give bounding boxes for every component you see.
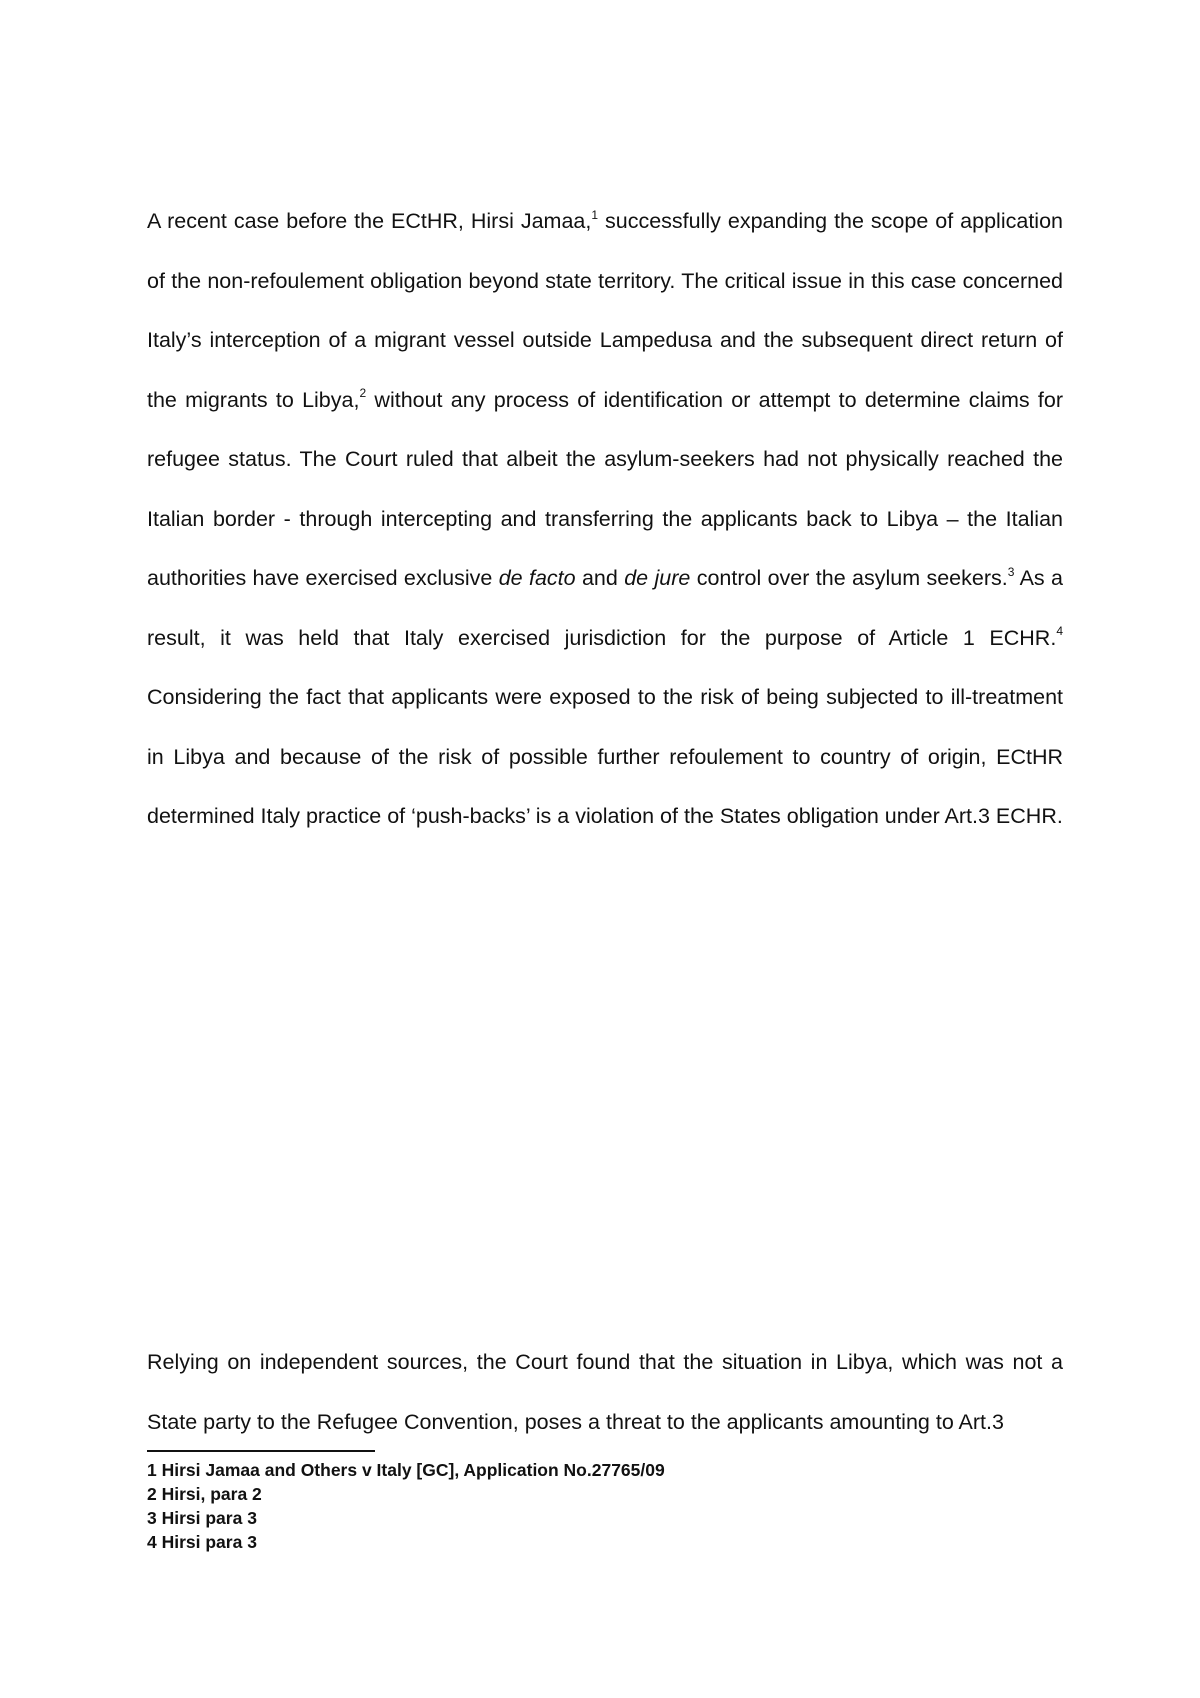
footnote-ref-4[interactable]: 4 <box>1056 624 1063 639</box>
footnote-ref-2[interactable]: 2 <box>359 386 367 401</box>
paragraph-text: Considering the fact that applicants were exposed to the risk of being subjected to ill-treatment in Libya and because of the risk of possible further refoulement to country of origin, ECtHR determined Italy practice of ‘push-backs’ is a violation of the States obligation under Art.3 ECHR. <box>147 685 1063 828</box>
italic-term-de-facto: de facto <box>498 566 576 590</box>
body-paragraph-1 <box>147 192 1063 847</box>
footnote-separator <box>147 1450 375 1452</box>
footnote-ref-3[interactable]: 3 <box>1007 564 1015 579</box>
paragraph-text: without any process of identification or attempt to determine claims for refugee status. The Court ruled that albeit the asylum-seekers had not physically reached the Italian border - through intercepting and transferring the applicants back to Libya – the Italian authorities have exercised exclusive <box>147 387 1063 590</box>
body-paragraph-2: Relying on independent sources, the Court found that the situation in Libya, which was not a State party to the Refugee Convention, poses a threat to the applicants amounting to Art.3 <box>147 1350 1063 1434</box>
paragraph-text: A recent case before the ECtHR, Hirsi Jamaa, <box>147 209 592 233</box>
paragraph-text: successfully expanding the scope of application of the non-refoulement obligation beyond state territory. The critical issue in this case concerned Italy’s interception of a migrant vessel outside Lampedusa and the subsequent direct return of the migrants to Libya, <box>147 209 1063 412</box>
italic-term-de-jure: de jure <box>624 566 691 590</box>
paragraph-text: control over the asylum seekers. <box>690 566 1008 590</box>
footnote-3: 3 Hirsi para 3 <box>147 1508 257 1528</box>
footnotes-section <box>147 1458 1047 1554</box>
footnote-2: 2 Hirsi, para 2 <box>147 1484 262 1504</box>
paragraph-text: and <box>575 566 625 590</box>
footnote-1: 1 Hirsi Jamaa and Others v Italy [GC], Application No.27765/09 <box>147 1460 665 1480</box>
paragraph-text: As a result, it was held that Italy exercised jurisdiction for the purpose of Article 1 ECHR. <box>147 566 1064 650</box>
footnote-ref-1[interactable]: 1 <box>591 207 599 222</box>
footnote-4: 4 Hirsi para 3 <box>147 1532 257 1552</box>
